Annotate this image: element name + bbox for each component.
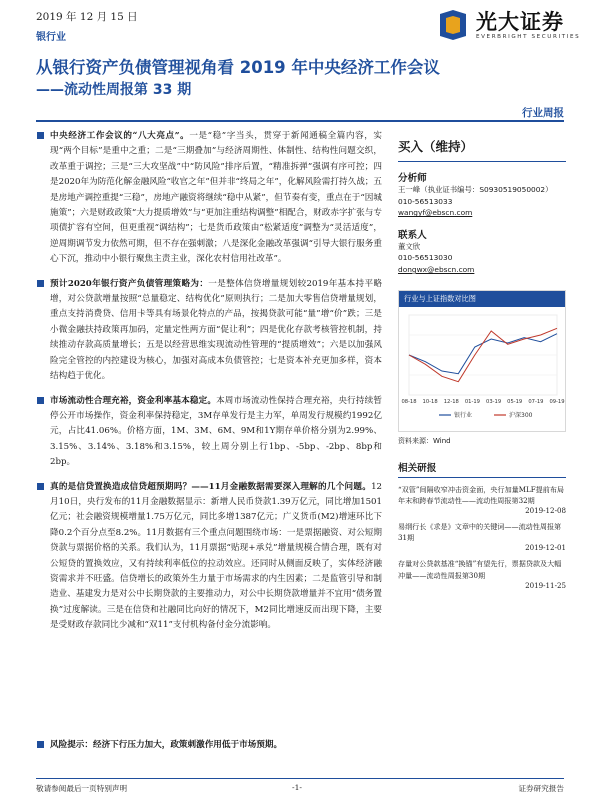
header-divider: [36, 120, 564, 122]
chart-source: 资料来源：Wind: [398, 436, 451, 445]
related-report-item[interactable]: [398, 558, 566, 589]
report-type-label: 行业周报: [522, 107, 564, 119]
related-report-item[interactable]: [398, 521, 566, 552]
report-title: 从银行资产负债管理视角看 2019 年中央经济工作会议: [36, 58, 440, 77]
bullet-icon: [37, 741, 44, 748]
logo-english-name: EVERBRIGHT SECURITIES: [476, 34, 581, 40]
footer-divider: [36, 778, 564, 779]
analyst-email-link[interactable]: wangyf@ebscn.com: [398, 208, 473, 218]
contact-heading: 联系人: [398, 229, 427, 241]
summary-paragraph: [36, 129, 382, 268]
bullet-icon: [37, 483, 44, 490]
risk-text: 风险提示：经济下行压力加大，政策刺激作用低于市场预期。: [50, 740, 283, 750]
paragraph-body: 一是“稳”字当头，贯穿于新闻通稿全篇内容，实现“两个目标”是重中之重；二是“三期叠加”与经济周期性、体制性、结构性问题交织，改革重于调控；三是“三大攻坚战”中“防风险”排序后置，“精准拆弹”强调有序可控；四是2020年为防范化解金融风险“收官之年”但并非“终局之年”，化解风险需打持久战；五是房地产调控重提“三稳”，房地产融资将继续“稳中从紧”，但节奏有变，重点在于“因城施策”；六是财政政策“大力提质增效”与“更加注重结构调整”相配合，财政赤字扩张与专项债扩容有空间，但更重视“调结构”；七是货币政策由“松紧适度”调整为“灵活适度”，逆周期调节发力依然可期，但不存在强刺激；八是深化金融改革强调“引导大银行服务重心下沉，推动中小银行聚焦主责主业，深化农村信用社改革”。: [50, 131, 382, 265]
related-reports-heading: 相关研报: [398, 460, 566, 478]
analyst-info: [398, 184, 566, 196]
chart-x-tick-label: 05-19: [507, 398, 523, 405]
paragraph-body: 一是整体信贷增量规划较2019年基本持平略增，对公贷款增量按照“总量稳定、结构优化”原则执行；二是加大零售信贷增量规划，重点支持消费贷、信用卡等具有场景化特点的产品，按揭贷款可能“量”增“价”跌；三是小微金融扶持政策再加码，定量定性两方面“促让利”；四是优化存款考核管控机制，持续推动存款高质量增长；五是以经营思维实现流动性管理的“提质增效”；六是以加强风险完全管控的内控建设为核心，加强对高成本负债管控；七是资本补充更加多样，资本结构趋于优化。: [50, 278, 383, 382]
paragraph-lead: 预计2020年银行资产负债管理策略为：: [50, 278, 209, 289]
related-reports-list: [398, 484, 566, 590]
related-report-item[interactable]: [398, 484, 566, 515]
rating-divider: [398, 161, 566, 162]
report-date: 2019 年 12 月 15 日: [36, 11, 138, 23]
bullet-icon: [37, 132, 44, 139]
report-subtitle: ——流动性周报第 33 期: [36, 82, 192, 98]
chart-x-tick-label: 03-19: [486, 398, 502, 405]
analyst-heading: 分析师: [398, 173, 427, 184]
paragraph-lead: 市场流动性合理充裕，资金利率基本稳定。: [50, 395, 217, 406]
chart-x-tick-label: 12-18: [443, 398, 459, 405]
related-report-title: “双管”间隔收窄冲击资金面，央行加量MLF提前布局年末和跨春节流动性——流动性周报第32期: [398, 484, 565, 505]
contact-phone: 010-56513030: [398, 253, 453, 263]
chart-x-tick-label: 10-18: [422, 398, 438, 405]
chart-x-tick-label: 01-19: [464, 398, 480, 405]
comparison-chart: [399, 307, 565, 427]
risk-warning: [36, 738, 382, 752]
analyst-name: 王一峰: [398, 185, 421, 194]
contact-name: 董文欣: [398, 241, 421, 251]
footer-report-type: 证券研究报告: [518, 784, 564, 793]
related-report-title: 存量对公贷款基准“换锚”有望先行，票据贷款及大幅冲量——流动性周报第30期: [398, 559, 562, 580]
page-number: -1-: [292, 783, 302, 792]
paragraph-lead: 真的是信贷置换造成信贷超预期吗？——11月金融数据需要深入理解的几个问题。: [50, 481, 372, 492]
sidebar: [398, 129, 566, 590]
bullet-icon: [37, 397, 44, 404]
analyst-cert: （执业证书编号：S0930519050002）: [420, 185, 553, 194]
related-report-date: 2019-11-25: [525, 580, 566, 590]
footer-disclaimer: 敬请参阅最后一页特别声明: [36, 784, 128, 793]
chart-x-tick-label: 07-19: [528, 398, 544, 405]
chart-title: 行业与上证指数对比图: [399, 291, 565, 307]
summary-column: [36, 129, 382, 643]
paragraph-lead: 中央经济工作会议的“八大亮点”。: [50, 131, 190, 141]
contact-email-link[interactable]: dongwx@ebscn.com: [398, 264, 475, 274]
related-report-date: 2019-12-01: [525, 543, 566, 553]
rating: 买入（维持）: [398, 139, 474, 154]
analyst-phone: 010-56513033: [398, 196, 453, 206]
industry-label: 银行业: [36, 32, 66, 43]
chart-legend-label: 沪深300: [509, 411, 533, 419]
paragraph-body: 12月10日，央行发布的11月金融数据显示：新增人民币贷款1.39万亿元，同比增加1501亿元；社会融资规模增量1.75万亿元，同比多增1387亿元；广义货币(M2)增速环比下降0.2个百分点至8.2%。11月数据有三个重点问题围绕市场：一是票据融资、对公短期贷款与票据价格的关系。我们认为，11月票据“贴现+承兑”增量规模合情合理，既有对公短贷的置换效应，又有持续利率低位的拉动效应。还同时从侧面反映了，实体经济融资需求并不旺盛。信贷增长的政策外生力量于市场需求的内生因素；二是监管引导和制造业、基建发力是对公中长期贷款的主要推动力，对公中长期贷款增量并不宜用“债务置换”过度解读。三是在信贷和社融同比向好的情况下，M2同比增速反而出现下降，主要是受财政存款同比少减和“双11”支付机构备付金分流影响。: [50, 481, 382, 631]
bullet-icon: [37, 280, 44, 287]
chart-x-tick-label: 09-19: [549, 398, 565, 405]
chart-legend-label: 银行业: [454, 411, 473, 419]
everbright-logo-icon: [436, 8, 470, 42]
chart-panel: [398, 290, 566, 432]
summary-paragraph: [36, 394, 382, 471]
summary-paragraph: [36, 480, 382, 634]
logo-company-name: 光大证券: [476, 10, 564, 34]
chart-x-tick-label: 08-18: [401, 398, 417, 405]
summary-paragraph: [36, 277, 382, 385]
related-report-date: 2019-12-08: [525, 505, 566, 515]
related-report-title: 易纲行长《求是》文章中的关键词——流动性周报第31期: [398, 521, 562, 543]
paragraph-body: 本周市场流动性保持合理充裕，央行持续暂停公开市场操作，资金利率保持稳定，3M存单发行是主力军，单周发行规模约1992亿元，占比41.06%。价格方面，1M、3M、6M、9M和1Y期存单价格分别为2.99%、3.15%、3.14%、3.18%和3.15%，较上周分别上行1bp、-5bp、-2bp、8bp和2bp。: [50, 395, 382, 468]
